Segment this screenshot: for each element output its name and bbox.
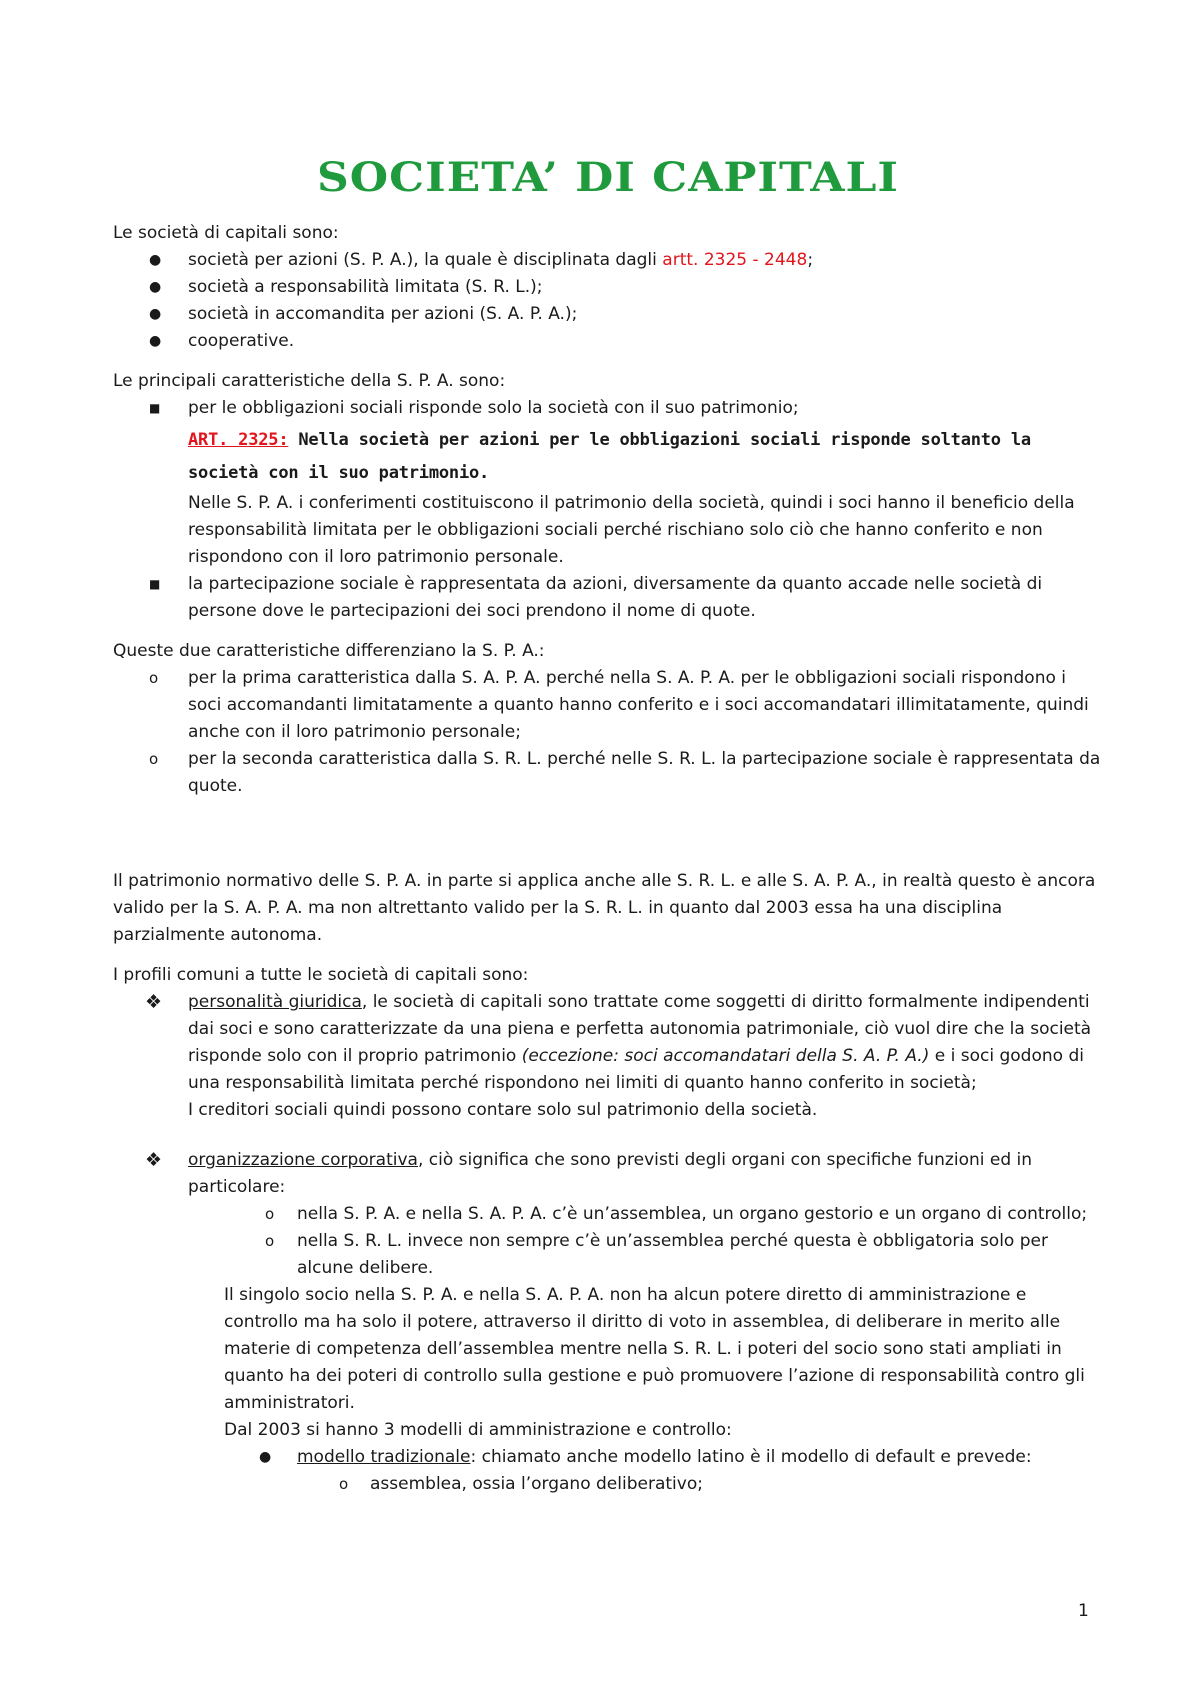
list-item: ❖ organizzazione corporativa, ciò significa che sono previsti degli organi con specifiche funzioni ed in particolare: xyxy=(145,1149,1033,1197)
term-organizzazione: organizzazione corporativa xyxy=(188,1150,418,1170)
intro-text: Le società di capitali sono: xyxy=(113,223,339,243)
principal-note: Nelle S. P. A. i conferimenti costituiscono il patrimonio della società, quindi i soci hanno il beneficio della responsabilità limitata per le obbligazioni sociali perché rischiano solo ciò che hanno conferito e non rispondono con il loro patrimonio personale. xyxy=(188,493,1075,567)
bullet-dot-icon: ● xyxy=(149,306,162,322)
list-item: ● società in accomandita per azioni (S. A. P. A.); xyxy=(113,301,1103,328)
modello-organi-list xyxy=(113,1471,1103,1498)
bullet-dot-icon: ● xyxy=(259,1449,272,1465)
list-item: ● modello tradizionale: chiamato anche modello latino è il modello di default e prevede: xyxy=(113,1444,1103,1471)
bullet-diamond-icon: ❖ xyxy=(145,1149,163,1171)
differ-list xyxy=(113,665,1103,800)
list-item: o nella S. R. L. invece non sempre c’è un’assemblea perché questa è obbligatoria solo per alcune delibere. xyxy=(113,1228,1103,1282)
bullet-dot-icon: ● xyxy=(149,279,162,295)
bullet-circle-icon: o xyxy=(339,1475,349,1493)
list-item: o assemblea, ossia l’organo deliberativo; xyxy=(113,1471,1103,1498)
bullet-square-icon: ■ xyxy=(149,577,161,591)
patrimonio-paragraph: Il patrimonio normativo delle S. P. A. in parte si applica anche alle S. R. L. e alle S. A. P. A., in realtà questo è ancora valido per la S. A. P. A. ma non altrettanto valido per la S. R. L. in quanto dal 2003 essa ha una disciplina parzialmente autonoma. xyxy=(113,871,1096,945)
organi-list xyxy=(113,1201,1103,1282)
bullet-dot-icon: ● xyxy=(149,252,162,268)
company-types-list xyxy=(113,247,1103,355)
profili-note: I creditori sociali quindi possono contare solo sul patrimonio della società. xyxy=(188,1100,818,1120)
principal-list xyxy=(113,395,1103,625)
bullet-circle-icon: o xyxy=(149,750,159,768)
list-item: ■ per le obbligazioni sociali risponde solo la società con il suo patrimonio; ART. 2325: Nella società per azioni per le obbligazioni sociali risponde soltanto la società con il suo patrimonio. Nelle S. P. A. i conferimenti costituiscono il patrimonio della società, quindi i soci hanno il beneficio della responsabilità limitata per le obbligazioni sociali perché rischiano solo ciò che hanno conferito e non rispondono con il loro patrimonio personale. xyxy=(113,395,1103,571)
term-personalita: personalità giuridica xyxy=(188,992,362,1012)
bullet-square-icon: ■ xyxy=(149,401,161,415)
list-item: o nella S. P. A. e nella S. A. P. A. c’è un’assemblea, un organo gestorio e un organo di controllo; xyxy=(113,1201,1103,1228)
article-reference: artt. 2325 - 2448 xyxy=(662,250,808,270)
list-item: ■ la partecipazione sociale è rappresentata da azioni, diversamente da quanto accade nelle società di persone dove le partecipazioni dei soci prendono il nome di quote. xyxy=(113,571,1103,625)
socio-paragraph: Il singolo socio nella S. P. A. e nella S. A. P. A. non ha alcun potere diretto di amministrazione e controllo ma ha solo il potere, attraverso il diritto di voto in assemblea, di deliberare in merito alle materie di competenza dell’assemblea mentre nella S. R. L. i poteri del socio sono stati ampliati in quanto ha dei poteri di controllo sulla gestione e può promuovere l’azione di responsabilità contro gli amministratori. xyxy=(224,1285,1085,1413)
list-item: ● cooperative. xyxy=(113,328,1103,355)
page-number: 1 xyxy=(1078,1601,1089,1621)
bullet-diamond-icon: ❖ xyxy=(145,991,163,1013)
list-item: ❖ personalità giuridica, le società di capitali sono trattate come soggetti di diritto formalmente indipendenti dai soci e sono caratterizzate da una piena e perfetta autonomia patrimoniale, ciò vuol dire che la società risponde solo con il proprio patrimonio (eccezione: soci accomandatari della S. A. P. A.) e i soci godono di una responsabilità limitata perché rispondono nei limiti di quanto hanno conferito in società; I creditori sociali quindi possono contare solo sul patrimonio della società. xyxy=(113,989,1103,1124)
principal-intro: Le principali caratteristiche della S. P. A. sono: xyxy=(113,371,506,391)
list-item: o per la seconda caratteristica dalla S. R. L. perché nelle S. R. L. la partecipazione sociale è rappresentata da quote. xyxy=(113,746,1103,800)
list-item: o per la prima caratteristica dalla S. A. P. A. perché nella S. A. P. A. per le obbligazioni sociali rispondono i soci accomandanti limitatamente a quanto hanno conferito e i soci accomandatari illimitatamente, quindi anche con il loro patrimonio personale; xyxy=(113,665,1103,746)
modelli-list xyxy=(113,1444,1103,1471)
list-item: ● società a responsabilità limitata (S. R. L.); xyxy=(113,274,1103,301)
article-label: ART. 2325: xyxy=(188,430,289,450)
article-quote: ART. 2325: Nella società per azioni per le obbligazioni sociali risponde soltanto la società con il suo patrimonio. xyxy=(188,430,1031,483)
list-item: ● società per azioni (S. P. A.), la quale è disciplinata dagli artt. 2325 - 2448; xyxy=(113,247,1103,274)
bullet-circle-icon: o xyxy=(265,1205,275,1223)
term-modello-tradizionale: modello tradizionale xyxy=(297,1447,471,1467)
document-title: SOCIETA’ DI CAPITALI xyxy=(316,154,899,201)
profili-intro: I profili comuni a tutte le società di capitali sono: xyxy=(113,965,529,985)
document-body xyxy=(113,150,1103,1498)
differ-intro: Queste due caratteristiche differenziano la S. P. A.: xyxy=(113,641,545,661)
bullet-circle-icon: o xyxy=(149,669,159,687)
bullet-dot-icon: ● xyxy=(149,333,162,349)
modelli-intro: Dal 2003 si hanno 3 modelli di amministrazione e controllo: xyxy=(224,1420,732,1440)
bullet-circle-icon: o xyxy=(265,1232,275,1250)
profili-list xyxy=(113,989,1103,1201)
